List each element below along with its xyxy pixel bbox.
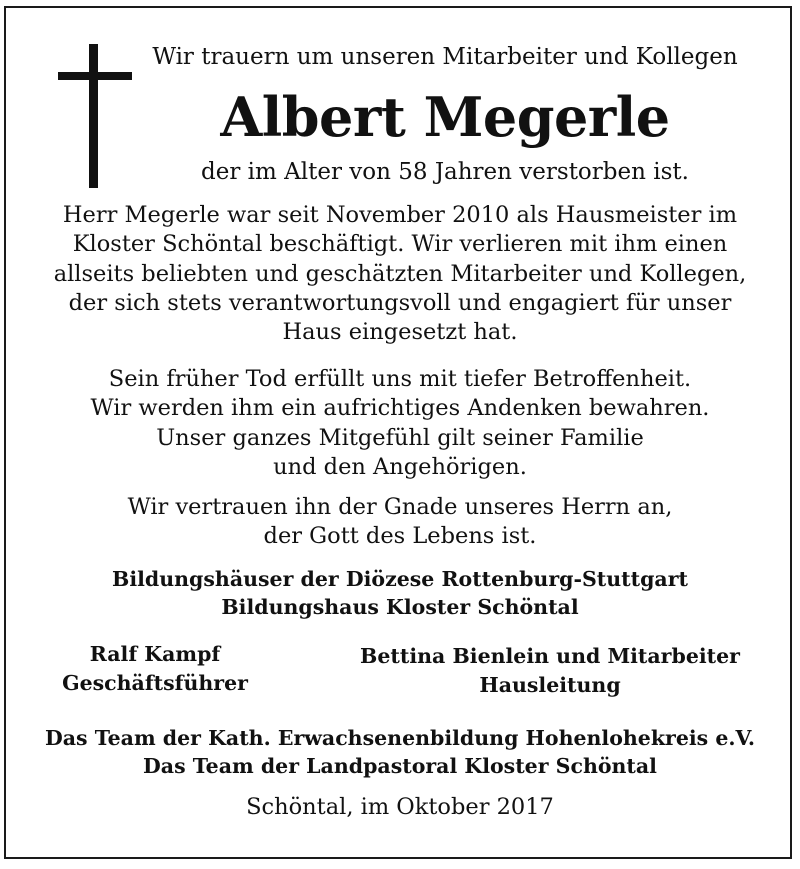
paragraph-line: Unser ganzes Mitgefühl gilt seiner Familie xyxy=(156,424,644,451)
latin-cross-icon xyxy=(58,44,132,188)
paragraph-line: allseits beliebten und geschätzten Mitarbeiter und Kollegen, xyxy=(53,260,747,287)
paragraph-line: Kloster Schöntal beschäftigt. Wir verlieren mit ihm einen xyxy=(72,231,728,258)
deceased-name: Albert Megerle xyxy=(220,85,670,149)
paragraph-line: Sein früher Tod erfüllt uns mit tiefer Betroffenheit. xyxy=(108,366,692,392)
paragraph-condolence xyxy=(20,365,780,482)
paragraph-line: Herr Megerle war seit November 2010 als Hausmeister im xyxy=(62,202,738,228)
paragraph-line: Wir werden ihm ein aufrichtiges Andenken bewahren. xyxy=(90,395,710,422)
signatory-name: Bettina Bienlein und Mitarbeiter xyxy=(360,644,740,668)
age-line: der im Alter von 58 Jahren verstorben ist. xyxy=(201,159,689,185)
paragraph-line: Wir vertrauen ihn der Gnade unseres Herrn an, xyxy=(127,494,673,520)
paragraph-faith xyxy=(20,493,780,552)
team-line: Das Team der Landpastoral Kloster Schöntal xyxy=(143,754,657,778)
intro-text: Wir trauern um unseren Mitarbeiter und Kollegen xyxy=(152,44,738,70)
paragraph-line: und den Angehörigen. xyxy=(273,453,527,480)
organization-line: Bildungshäuser der Diözese Rottenburg-Stuttgart xyxy=(112,567,688,591)
signatory-role: Geschäftsführer xyxy=(62,671,248,695)
paragraph-line: der Gott des Lebens ist. xyxy=(263,523,537,550)
paragraph-line: der sich stets verantwortungsvoll und engagiert für unser xyxy=(68,289,732,316)
place-date: Schöntal, im Oktober 2017 xyxy=(246,794,554,820)
signatory-name: Ralf Kampf xyxy=(89,642,221,666)
signatory-left xyxy=(35,640,275,698)
organization-line: Bildungshaus Kloster Schöntal xyxy=(221,595,579,619)
signatory-role: Hausleitung xyxy=(479,673,621,697)
paragraph-employment xyxy=(20,201,780,347)
teams-block xyxy=(20,724,780,780)
signatory-right xyxy=(335,642,765,700)
organizations-block xyxy=(20,565,780,621)
paragraph-line: Haus eingesetzt hat. xyxy=(282,319,518,346)
team-line: Das Team der Kath. Erwachsenenbildung Hohenlohekreis e.V. xyxy=(44,726,755,750)
